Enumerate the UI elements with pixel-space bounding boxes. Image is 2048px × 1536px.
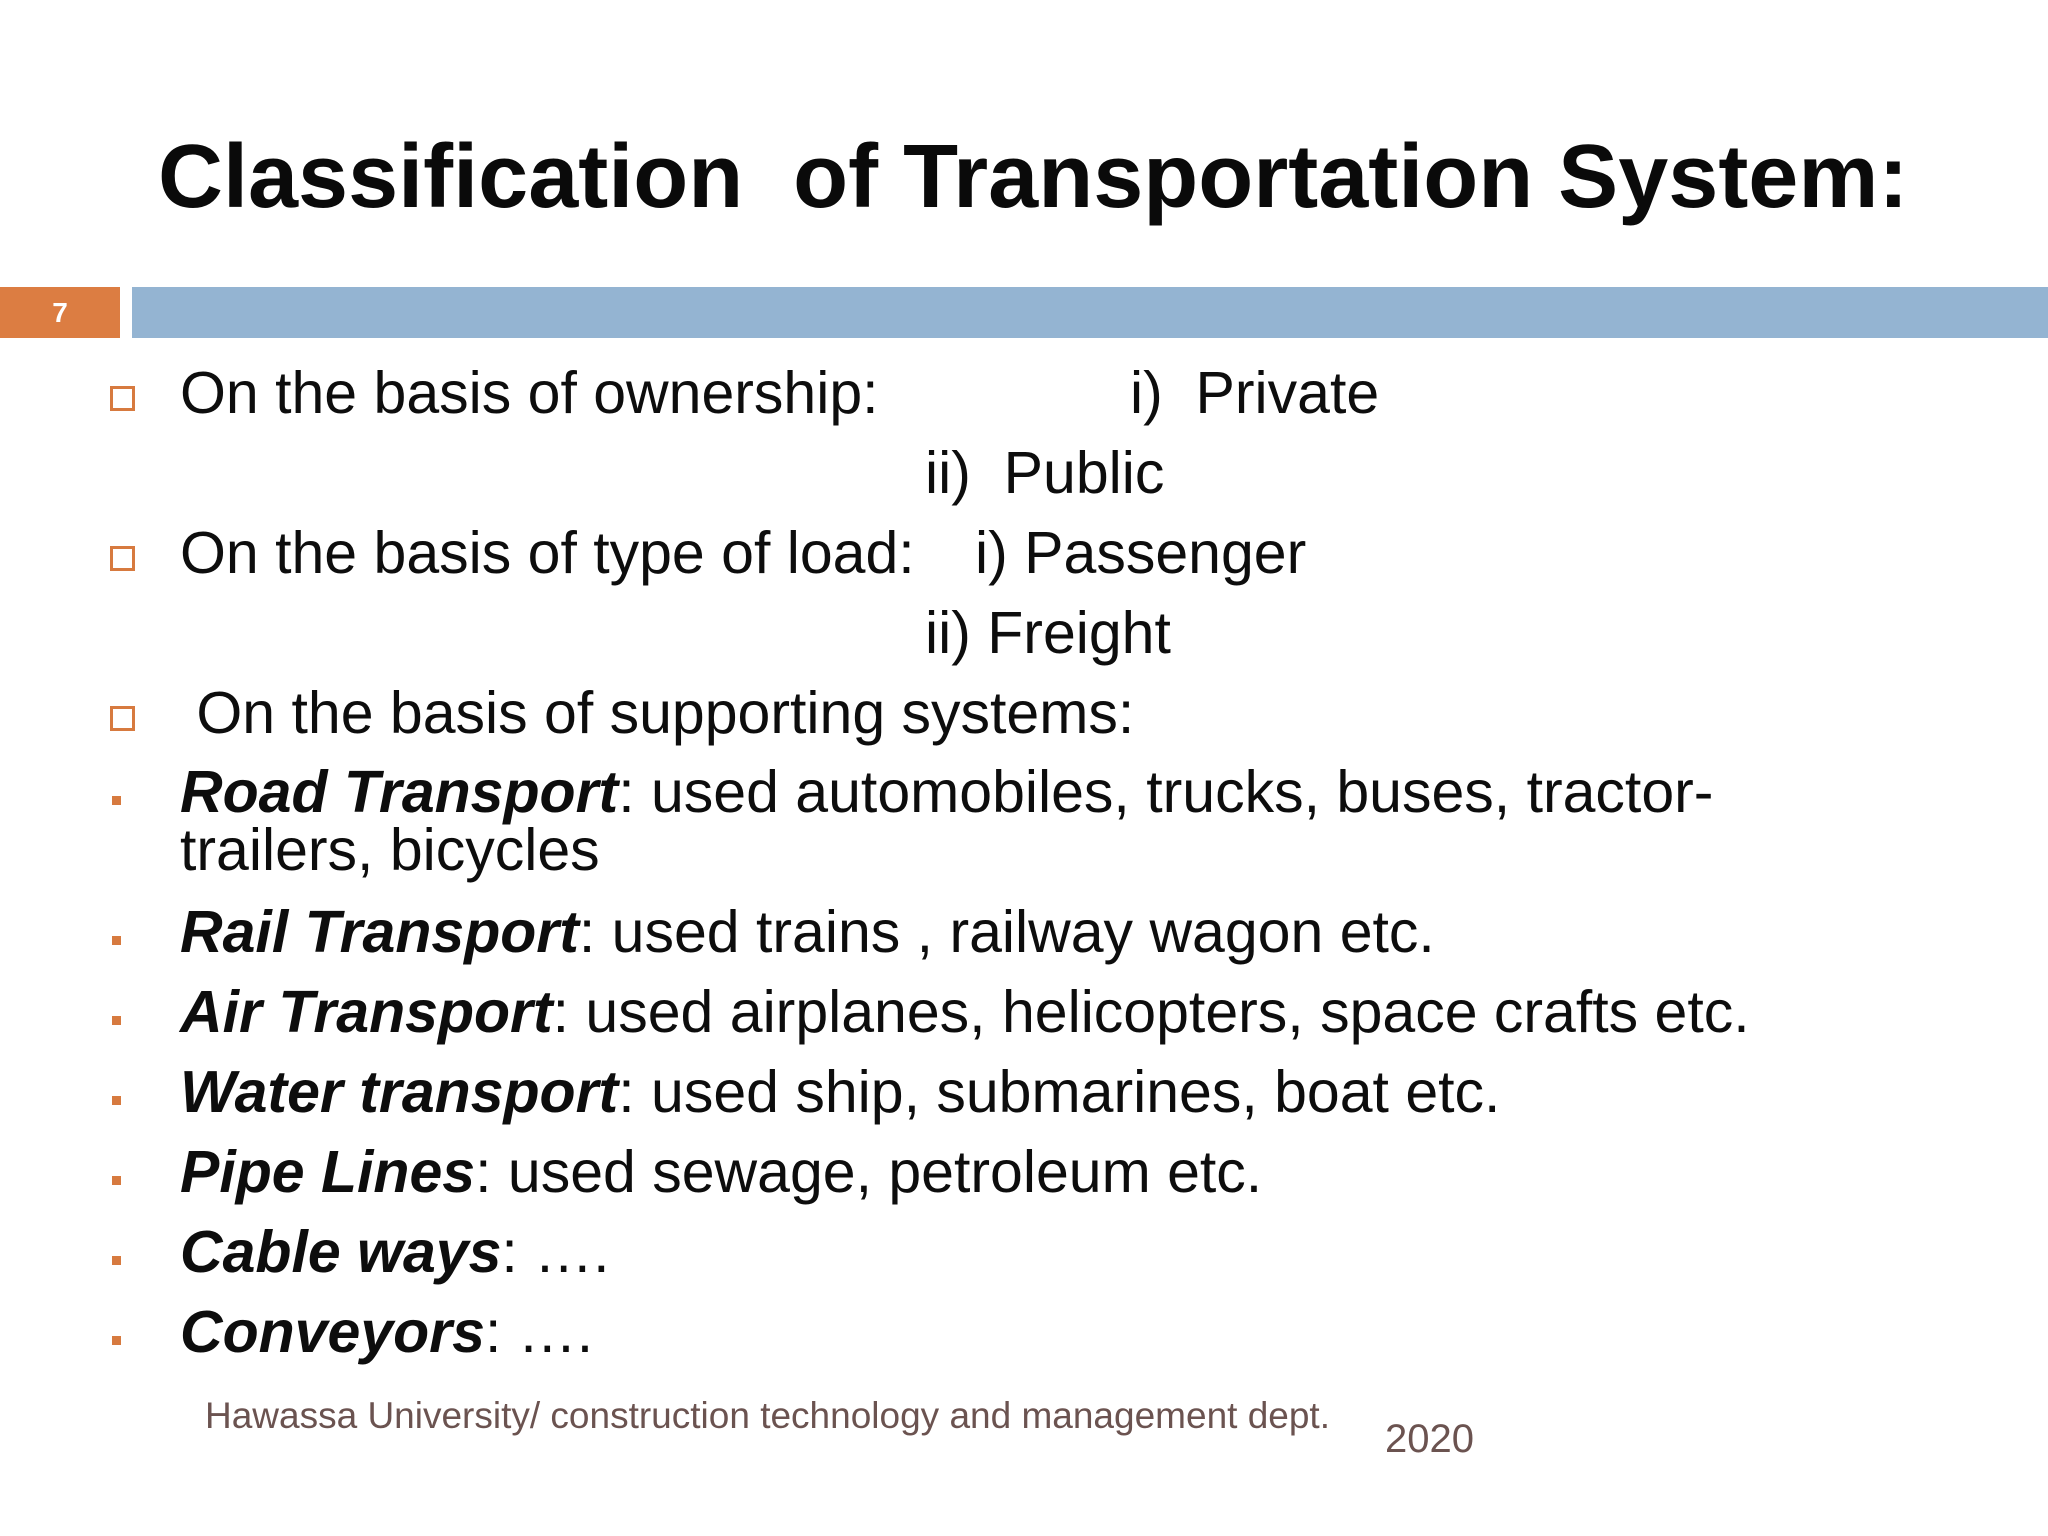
system-name: Pipe Lines (180, 1139, 476, 1205)
bullet-icon (112, 1256, 121, 1265)
system-item (180, 759, 1820, 883)
square-bullet-icon (110, 546, 135, 571)
system-item (180, 1059, 1820, 1125)
load-label: On the basis of type of load: (180, 520, 915, 586)
system-item (180, 899, 1820, 965)
system-item (180, 1219, 1820, 1285)
system-name: Conveyors (180, 1299, 485, 1365)
system-name: Air Transport (180, 979, 553, 1045)
slide-title: Classification of Transportation System: (158, 127, 1909, 227)
system-desc: : used sewage, petroleum etc. (475, 1139, 1263, 1205)
system-desc: : used airplanes, helicopters, space crafts etc. (552, 979, 1750, 1045)
bullet-icon (112, 1176, 121, 1185)
ownership-label: On the basis of ownership: (180, 360, 879, 426)
bullet-icon (112, 1336, 121, 1345)
system-item (180, 1299, 1820, 1365)
load-option-freight: ii) Freight (925, 600, 1171, 666)
system-desc: : used ship, submarines, boat etc. (618, 1059, 1501, 1125)
system-name: Water transport (180, 1059, 619, 1125)
footer-institution: Hawassa University/ construction technology and management dept. (205, 1395, 1330, 1436)
footer-year: 2020 (1385, 1417, 1474, 1461)
system-name: Cable ways (180, 1219, 502, 1285)
system-desc: : …. (484, 1299, 594, 1365)
title-divider-bar (132, 287, 2048, 338)
bullet-icon (112, 796, 121, 805)
ownership-option-private: i) Private (1130, 360, 1380, 426)
system-desc: : …. (501, 1219, 610, 1285)
bullet-icon (112, 1096, 121, 1105)
system-item (180, 979, 1820, 1045)
slide-number: 7 (52, 296, 68, 328)
bullet-icon (112, 936, 121, 945)
system-desc: : used trains , railway wagon etc. (578, 899, 1435, 965)
system-item (180, 1139, 1820, 1205)
load-option-passenger: i) Passenger (975, 520, 1307, 586)
slide-number-badge (0, 287, 120, 338)
bullet-icon (112, 1016, 121, 1025)
square-bullet-icon (110, 706, 135, 731)
ownership-option-public: ii) Public (925, 440, 1165, 506)
system-desc: : used automobiles, trucks, buses, tractor-trailers, bicycles (180, 759, 1714, 883)
system-name: Road Transport (180, 759, 619, 825)
square-bullet-icon (110, 386, 135, 411)
supporting-label: On the basis of supporting systems: (180, 680, 1135, 746)
system-name: Rail Transport (180, 899, 579, 965)
